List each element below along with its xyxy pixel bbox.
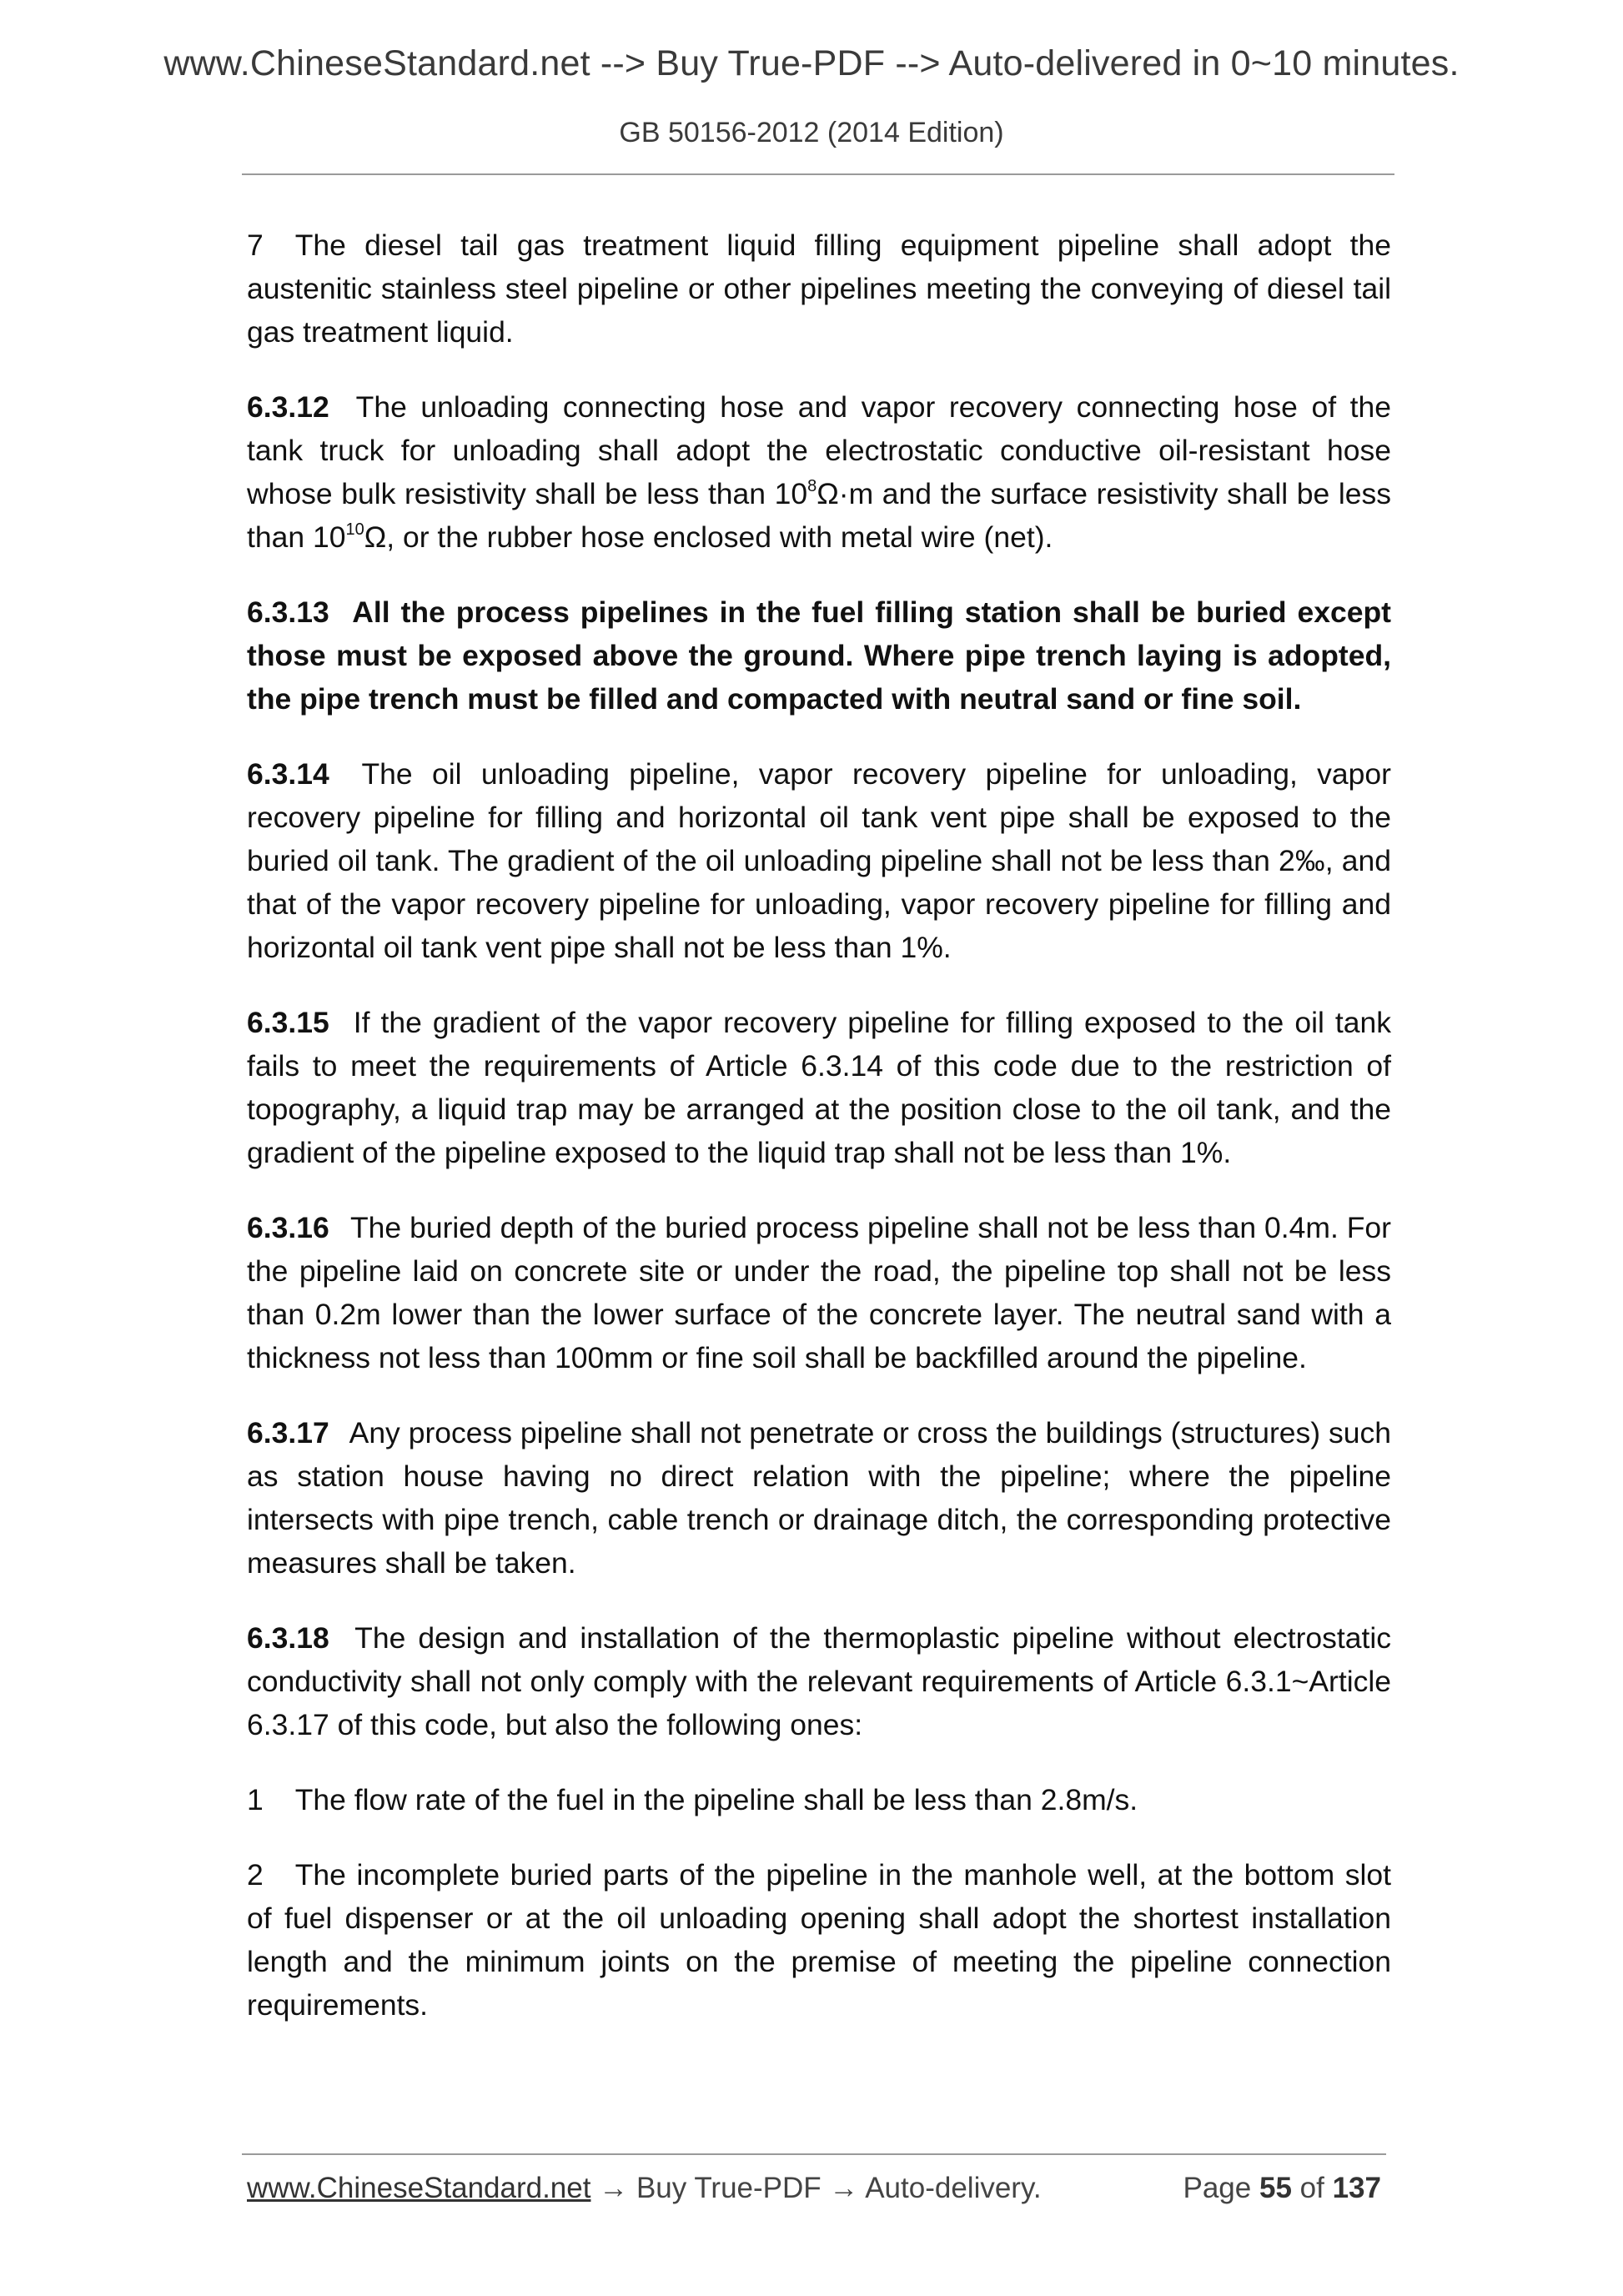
buy-text: Buy True-PDF <box>636 2172 822 2204</box>
page-indicator <box>1183 2172 1382 2205</box>
header-divider <box>242 173 1394 175</box>
site-link[interactable]: www.ChineseStandard.net <box>247 2172 591 2204</box>
page-footer <box>247 2172 1386 2205</box>
clause-6-3-14 <box>247 752 1391 969</box>
delivery-text: Auto-delivery. <box>865 2172 1042 2204</box>
item-2 <box>247 1853 1391 2027</box>
arrow-right-icon: → <box>599 2172 629 2204</box>
arrow-right-icon: → <box>829 2172 859 2204</box>
exponent: 10 <box>345 520 364 540</box>
clause-number: 6.3.15 <box>247 1006 329 1039</box>
clause-6-3-18 <box>247 1616 1391 1746</box>
item-1 <box>247 1778 1391 1821</box>
exponent: 8 <box>807 477 817 496</box>
page-content <box>247 224 1391 2058</box>
site-banner: www.ChineseStandard.net --> Buy True-PDF --> Auto-delivered in 0~10 minutes. <box>163 43 1460 83</box>
item-number: 7 <box>247 229 264 262</box>
clause-text: Ω·m and the surface resistivity shall be less than 10 <box>247 477 1391 554</box>
clause-6-3-13 <box>247 590 1391 721</box>
clause-text: Ω, or the rubber hose enclosed with metal wire (net). <box>364 520 1053 554</box>
item-text: The incomplete buried parts of the pipeline in the manhole well, at the bottom slot of fuel dispenser or at the oil unloading opening shall adopt the shortest installation length and the minimum joints on the premise of meeting the pipeline connection requirements. <box>247 1858 1391 2022</box>
item-text: The diesel tail gas treatment liquid filling equipment pipeline shall adopt the austenitic stainless steel pipeline or other pipelines meeting the conveying of diesel tail gas treatment liquid. <box>247 229 1391 349</box>
clause-6-3-12 <box>247 385 1391 559</box>
clause-text: The design and installation of the thermoplastic pipeline without electrostatic conductivity shall not only comply with the relevant requirements of Article 6.3.1~Article 6.3.17 of this code, but also the following ones: <box>247 1621 1391 1741</box>
clause-text: The oil unloading pipeline, vapor recovery pipeline for unloading, vapor recovery pipeline for filling and horizontal oil tank vent pipe shall be exposed to the buried oil tank. The gradient of the oil unloading pipeline shall not be less than 2‰, and that of the vapor recovery pipeline for unloading, vapor recovery pipeline for filling and horizontal oil tank vent pipe shall not be less than 1%. <box>247 757 1391 964</box>
total-pages: 137 <box>1332 2172 1381 2204</box>
clause-text: The buried depth of the buried process pipeline shall not be less than 0.4m. For the pipeline laid on concrete site or under the road, the pipeline top shall not be less than 0.2m lower than the lower surface of the concrete layer. The neutral sand with a thickness not less than 100mm or fine soil shall be backfilled around the pipeline. <box>247 1211 1391 1374</box>
clause-number: 6.3.17 <box>247 1416 329 1449</box>
clause-number: 6.3.16 <box>247 1211 329 1244</box>
item-7 <box>247 224 1391 354</box>
clause-text: The unloading connecting hose and vapor recovery connecting hose of the tank truck for unloading shall adopt the electrostatic conductive oil-resistant hose whose bulk resistivity shall be less than 10 <box>247 390 1391 510</box>
clause-text: If the gradient of the vapor recovery pipeline for filling exposed to the oil tank fails to meet the requirements of Article 6.3.14 of this code due to the restriction of topography, a liquid trap may be arranged at the position close to the oil tank, and the gradient of the pipeline exposed to the liquid trap shall not be less than 1%. <box>247 1006 1391 1169</box>
clause-6-3-15 <box>247 1001 1391 1174</box>
page-number: 55 <box>1259 2172 1292 2204</box>
clause-text: All the process pipelines in the fuel filling station shall be buried except those must be exposed above the ground. Where pipe trench laying is adopted, the pipe trench must be filled and compacted with neutral sand or fine soil. <box>247 595 1392 716</box>
clause-number: 6.3.14 <box>247 757 329 791</box>
clause-number: 6.3.18 <box>247 1621 329 1655</box>
page-label: Page <box>1183 2172 1252 2204</box>
item-text: The flow rate of the fuel in the pipeline shall be less than 2.8m/s. <box>294 1783 1138 1816</box>
standard-edition: GB 50156-2012 (2014 Edition) <box>619 117 1004 148</box>
clause-text: Any process pipeline shall not penetrate or cross the buildings (structures) such as station house having no direct relation with the pipeline; where the pipeline intersects with pipe trench, cable trench or drainage ditch, the corresponding protective measures shall be taken. <box>247 1416 1391 1580</box>
item-number: 1 <box>247 1783 264 1816</box>
clause-number: 6.3.12 <box>247 390 329 424</box>
footer-divider <box>242 2153 1386 2155</box>
of-label: of <box>1299 2172 1324 2204</box>
clause-6-3-16 <box>247 1206 1391 1379</box>
clause-6-3-17 <box>247 1411 1391 1585</box>
clause-number: 6.3.13 <box>247 595 329 629</box>
item-number: 2 <box>247 1858 264 1892</box>
